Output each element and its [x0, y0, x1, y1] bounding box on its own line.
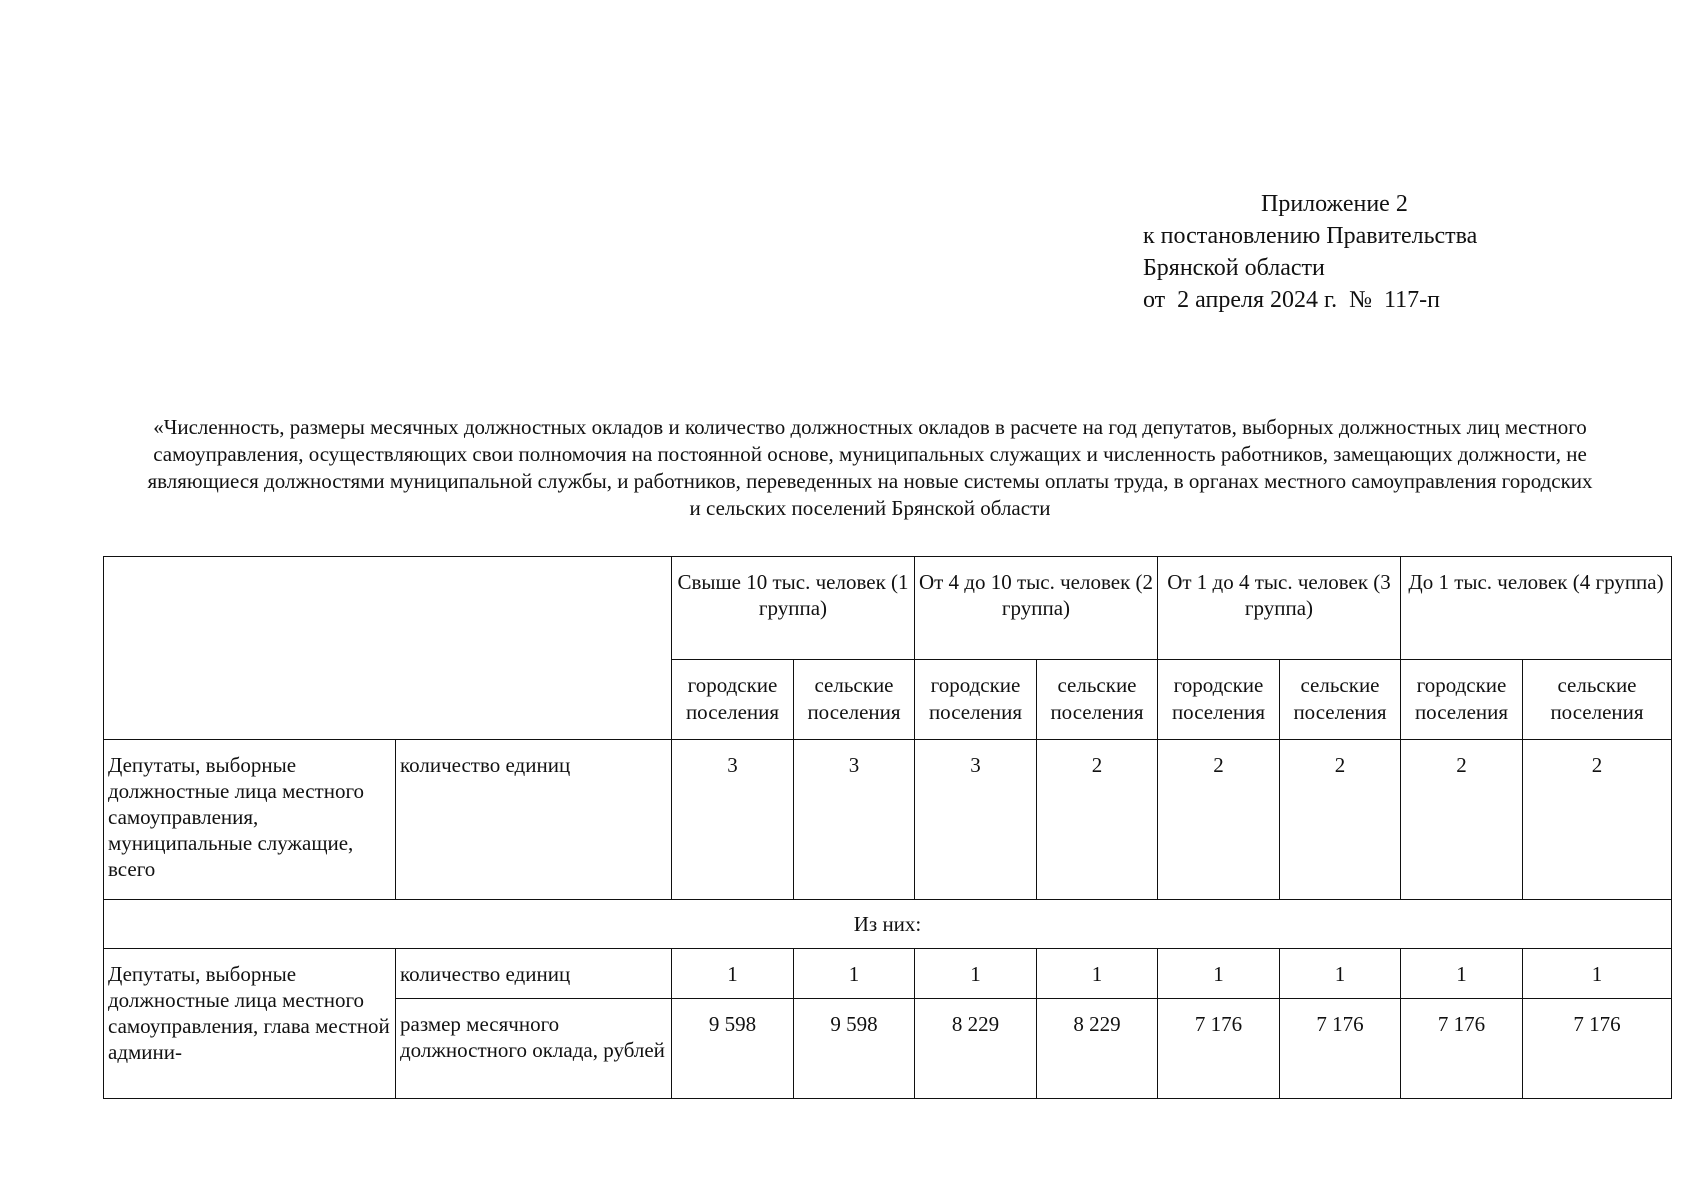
appendix-date-number: от 2 апреля 2024 г. № 117-п [1143, 287, 1440, 313]
subheader-urban: городские поселения [1158, 660, 1280, 740]
subheader-urban: городские поселения [1401, 660, 1523, 740]
group-header-3: От 1 до 4 тыс. человек (3 группа) [1158, 557, 1401, 660]
value-cell: 7 176 [1523, 999, 1672, 1099]
value-cell: 7 176 [1158, 999, 1280, 1099]
staffing-table [103, 556, 1672, 1099]
value-cell: 9 598 [672, 999, 794, 1099]
value-cell: 7 176 [1401, 999, 1523, 1099]
value-cell: 8 229 [1037, 999, 1158, 1099]
value-cell: 9 598 [794, 999, 915, 1099]
value-cell: 2 [1523, 740, 1672, 900]
value-cell: 8 229 [915, 999, 1037, 1099]
row-label-total: Депутаты, выборные должностные лица местного самоуправления, муниципальные служащие, всего [104, 740, 396, 900]
value-cell: 1 [1401, 949, 1523, 999]
group-header-2: От 4 до 10 тыс. человек (2 группа) [915, 557, 1158, 660]
table-row-total [104, 740, 1672, 900]
value-cell: 1 [672, 949, 794, 999]
row-measure-count: количество единиц [396, 740, 672, 900]
value-cell: 2 [1158, 740, 1280, 900]
appendix-number: Приложение 2 [1261, 191, 1408, 217]
subheader-rural: сельские поселения [794, 660, 915, 740]
appendix-region: Брянской области [1143, 255, 1325, 281]
value-cell: 1 [1280, 949, 1401, 999]
row-measure-count: количество единиц [396, 949, 672, 999]
value-cell: 1 [915, 949, 1037, 999]
header-row-groups [104, 557, 1672, 660]
value-cell: 1 [794, 949, 915, 999]
value-cell: 3 [915, 740, 1037, 900]
group-header-1: Свыше 10 тыс. человек (1 группа) [672, 557, 915, 660]
value-cell: 3 [672, 740, 794, 900]
subheader-rural: сельские поселения [1037, 660, 1158, 740]
value-cell: 2 [1037, 740, 1158, 900]
value-cell: 2 [1280, 740, 1401, 900]
header-corner-cell [104, 557, 672, 740]
appendix-block [1143, 188, 1477, 316]
subheader-rural: сельские поселения [1280, 660, 1401, 740]
row-label-deputies: Депутаты, выборные должностные лица местного самоуправления, глава местной админи- [104, 949, 396, 1099]
subheader-urban: городские поселения [915, 660, 1037, 740]
row-measure-salary: размер месячного должностного оклада, рублей [396, 999, 672, 1099]
subheader-urban: городские поселения [672, 660, 794, 740]
value-cell: 2 [1401, 740, 1523, 900]
table-row-of-them [104, 900, 1672, 949]
document-title: «Численность, размеры месячных должностных окладов и количество должностных окладов в расчете на год депутатов, выборных должностных лиц местного самоуправления, осуществляющих свои полномочия на постоянной основе, муниципальных служащих и численность работников, замещающих должности, не являющиеся должностями муниципальной службы, и работников, переведенных на новые системы оплаты труда, в органах местного самоуправления городских и сельских поселений Брянской области [147, 415, 1593, 520]
table-row-deputies-count [104, 949, 1672, 999]
subheader-rural: сельские поселения [1523, 660, 1672, 740]
of-them-label: Из них: [104, 900, 1672, 949]
value-cell: 7 176 [1280, 999, 1401, 1099]
appendix-reference: к постановлению Правительства [1143, 223, 1478, 249]
group-header-4: До 1 тыс. человек (4 группа) [1401, 557, 1672, 660]
value-cell: 3 [794, 740, 915, 900]
value-cell: 1 [1158, 949, 1280, 999]
value-cell: 1 [1523, 949, 1672, 999]
value-cell: 1 [1037, 949, 1158, 999]
